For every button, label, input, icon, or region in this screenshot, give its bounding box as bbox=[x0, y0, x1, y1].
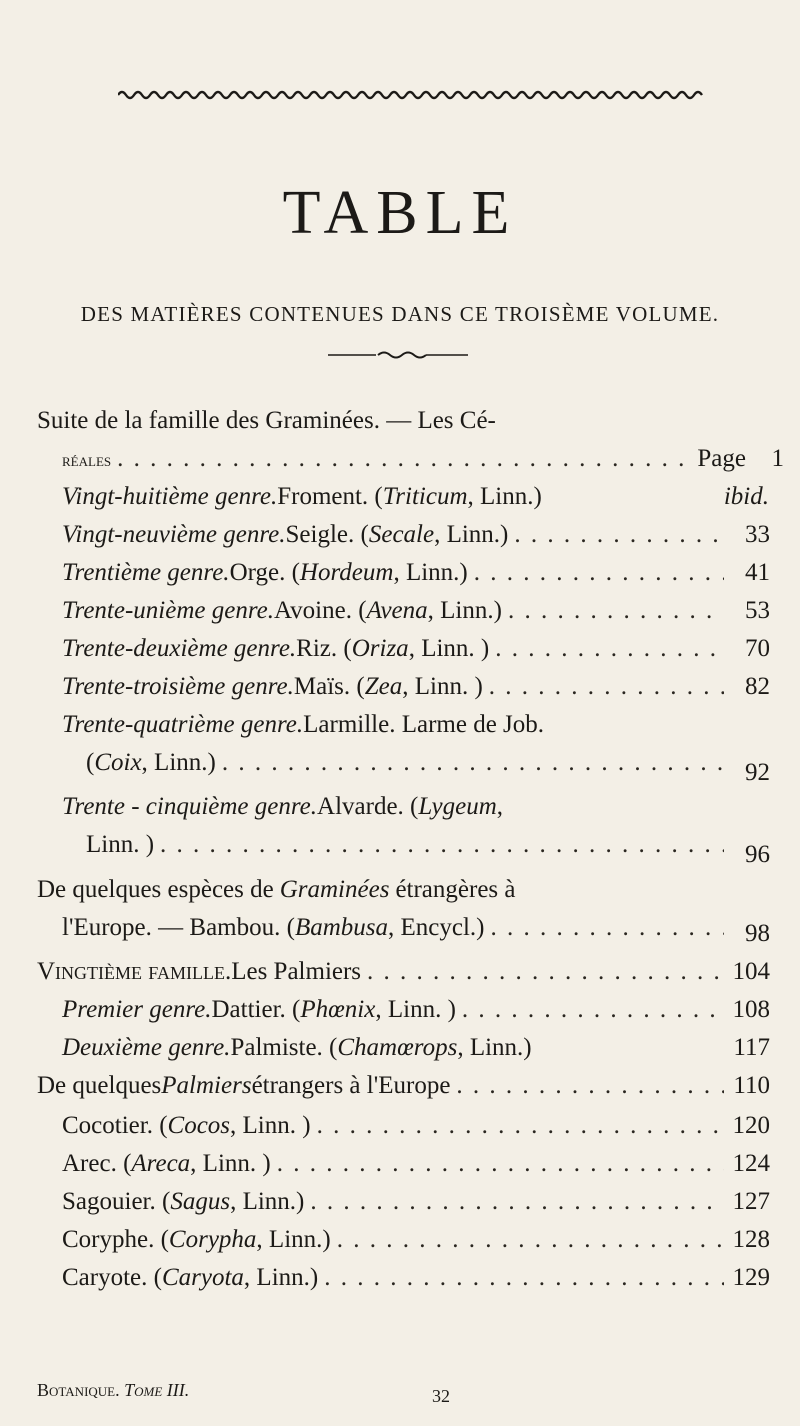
dot-leader bbox=[324, 1264, 724, 1292]
latin-name: Bambusa bbox=[294, 914, 388, 941]
latin-name: Avena bbox=[366, 597, 428, 624]
toc-entry bbox=[62, 1034, 770, 1068]
entry-text: , bbox=[496, 793, 504, 820]
page-number: 129 bbox=[732, 1264, 770, 1291]
dot-leader bbox=[367, 958, 724, 986]
authority: , Encycl.) bbox=[388, 914, 485, 941]
entry-text: Coryphe. ( bbox=[62, 1226, 169, 1253]
entry-text: Dattier. ( bbox=[211, 996, 301, 1023]
authority: , Linn.) bbox=[393, 559, 468, 586]
latin-name: Secale bbox=[368, 521, 435, 548]
latin-name: Corypha bbox=[168, 1226, 257, 1253]
page-number: 127 bbox=[732, 1188, 770, 1215]
latin-name: Phœnix bbox=[300, 996, 376, 1023]
page-number: 82 bbox=[745, 673, 770, 700]
footer-volume: Tome III. bbox=[119, 1380, 190, 1400]
entry-text: Alvarde. ( bbox=[317, 793, 419, 820]
toc-entry bbox=[62, 1150, 770, 1184]
authority: , Linn.) bbox=[230, 1188, 305, 1215]
toc-entry bbox=[62, 635, 770, 669]
toc-entry-line bbox=[37, 407, 757, 441]
dot-leader bbox=[490, 914, 724, 942]
page-number: 104 bbox=[732, 958, 770, 985]
entry-text: réales bbox=[62, 450, 112, 471]
toc-entry-line bbox=[62, 445, 784, 479]
page-prefix: Page bbox=[697, 445, 746, 472]
page-number: 92 bbox=[745, 759, 770, 786]
latin-name: Graminées bbox=[279, 876, 390, 903]
authority: , Linn. ) bbox=[375, 996, 456, 1023]
latin-name: Coix bbox=[94, 749, 142, 776]
genre-label: Vingt-neuvième genre. bbox=[62, 521, 286, 548]
toc-entry bbox=[37, 1072, 770, 1106]
toc-entry bbox=[62, 483, 769, 517]
genre-label: Vingt-huitième genre. bbox=[62, 483, 278, 510]
dot-leader bbox=[462, 996, 724, 1024]
toc-entry bbox=[62, 597, 770, 631]
latin-name: Triticum bbox=[382, 483, 468, 510]
latin-name: Cocos bbox=[167, 1112, 231, 1139]
toc-entry bbox=[62, 1112, 770, 1146]
page-number: 33 bbox=[745, 521, 770, 548]
dot-leader bbox=[495, 635, 724, 663]
entry-text: Sagouier. ( bbox=[62, 1188, 171, 1215]
entry-text: étrangers à l'Europe bbox=[251, 1072, 451, 1099]
page-number: 128 bbox=[732, 1226, 770, 1253]
entry-text: Larmille. Larme de Job. bbox=[303, 711, 545, 738]
page-number: 1 bbox=[771, 445, 784, 472]
genre-label: Trente-unième genre. bbox=[62, 597, 274, 624]
toc-entry bbox=[62, 673, 770, 707]
genre-label: Trente-troisième genre. bbox=[62, 673, 294, 700]
toc-entry-line bbox=[62, 914, 770, 948]
latin-name: Areca bbox=[131, 1150, 191, 1177]
latin-name: Caryota bbox=[161, 1264, 244, 1291]
dot-leader bbox=[160, 831, 724, 859]
page-number: 120 bbox=[732, 1112, 770, 1139]
latin-name: Oriza bbox=[351, 635, 409, 662]
entry-text: Les Palmiers bbox=[231, 958, 362, 985]
authority: , Linn.) bbox=[256, 1226, 331, 1253]
latin-name: Lygeum bbox=[418, 793, 497, 820]
entry-text: Seigle. ( bbox=[285, 521, 369, 548]
toc-entry bbox=[62, 559, 770, 593]
authority: , Linn.) bbox=[434, 521, 509, 548]
latin-name: Sagus bbox=[170, 1188, 231, 1215]
toc-entry bbox=[37, 876, 762, 910]
dot-leader bbox=[474, 559, 724, 587]
latin-name: Hordeum bbox=[299, 559, 394, 586]
toc-entry-line bbox=[86, 831, 770, 868]
toc-entry bbox=[62, 1188, 770, 1222]
toc-entry bbox=[37, 958, 770, 992]
toc-entry bbox=[62, 1264, 770, 1298]
authority: , Linn. ) bbox=[190, 1150, 271, 1177]
toc-entry bbox=[62, 521, 770, 555]
authority: , Linn.) bbox=[427, 597, 502, 624]
genre-label: Trente - cinquième genre. bbox=[62, 793, 318, 820]
entry-text: Avoine. ( bbox=[273, 597, 367, 624]
page-number: 98 bbox=[745, 920, 770, 947]
dot-leader bbox=[317, 1112, 724, 1140]
genre-label: Trente-deuxième genre. bbox=[62, 635, 297, 662]
entry-text: Palmiste. ( bbox=[230, 1034, 338, 1061]
toc-entry bbox=[62, 996, 770, 1030]
page-number: 108 bbox=[732, 996, 770, 1023]
dot-leader bbox=[222, 749, 724, 777]
authority: , Linn.) bbox=[141, 749, 216, 776]
dot-leader bbox=[489, 673, 724, 701]
genre-label: Trentième genre. bbox=[62, 559, 230, 586]
entry-text: Suite de la famille des Graminées. — Les Cé- bbox=[37, 407, 496, 434]
footer-signature-line bbox=[37, 1380, 189, 1401]
authority: , Linn. ) bbox=[230, 1112, 311, 1139]
entry-text: étrangères à bbox=[395, 876, 516, 903]
entry-text: De quelques espèces de bbox=[37, 876, 274, 903]
entry-text: Riz. ( bbox=[296, 635, 352, 662]
toc-entry bbox=[62, 1226, 770, 1260]
page-number: 124 bbox=[732, 1150, 770, 1177]
toc-entry bbox=[62, 793, 762, 827]
entry-text: Cocotier. ( bbox=[62, 1112, 168, 1139]
family-label: Vingtième famille. bbox=[37, 958, 232, 985]
page-number: ibid. bbox=[723, 483, 769, 510]
page-number: 110 bbox=[733, 1072, 770, 1099]
page-number: 96 bbox=[745, 841, 770, 868]
entry-text: Caryote. ( bbox=[62, 1264, 162, 1291]
entry-text: l'Europe. — Bambou. ( bbox=[62, 914, 295, 941]
dot-leader bbox=[508, 597, 724, 625]
entry-text: Maïs. ( bbox=[293, 673, 365, 700]
page-number: 41 bbox=[745, 559, 770, 586]
page-number: 70 bbox=[745, 635, 770, 662]
authority: , Linn. ) bbox=[408, 635, 490, 662]
page-number: 117 bbox=[733, 1034, 770, 1061]
dot-leader bbox=[514, 521, 724, 549]
entry-text: De quelques bbox=[37, 1072, 162, 1099]
entry-text: Froment. ( bbox=[277, 483, 383, 510]
dot-leader bbox=[456, 1072, 724, 1100]
page-title: TABLE bbox=[282, 179, 518, 247]
authority: Linn. ) bbox=[86, 831, 155, 858]
entry-text: ( bbox=[86, 749, 95, 776]
footer-text: Botanique. bbox=[37, 1380, 120, 1400]
dot-leader bbox=[117, 445, 691, 473]
dot-leader bbox=[337, 1226, 724, 1254]
authority: , Linn.) bbox=[467, 483, 542, 510]
latin-name: Chamœrops bbox=[337, 1034, 458, 1061]
authority: , Linn.) bbox=[243, 1264, 319, 1291]
dot-leader bbox=[310, 1188, 724, 1216]
latin-name: Palmiers bbox=[161, 1072, 252, 1099]
entry-text: Orge. ( bbox=[229, 559, 300, 586]
authority: , Linn.) bbox=[457, 1034, 532, 1061]
dot-leader bbox=[277, 1150, 724, 1178]
genre-label: Deuxième genre. bbox=[62, 1034, 231, 1061]
toc-entry-line bbox=[86, 749, 770, 786]
genre-label: Trente-quatrième genre. bbox=[62, 711, 304, 738]
printer-signature: 32 bbox=[432, 1386, 450, 1406]
latin-name: Zea bbox=[364, 673, 403, 700]
page-number: 53 bbox=[745, 597, 770, 624]
authority: , Linn. ) bbox=[402, 673, 483, 700]
toc-entry bbox=[62, 711, 762, 745]
entry-text: Arec. ( bbox=[62, 1150, 132, 1177]
page-subtitle: DES MATIÈRES CONTENUES DANS CE TROISÈME VOLUME. bbox=[80, 302, 720, 326]
genre-label: Premier genre. bbox=[62, 996, 212, 1023]
